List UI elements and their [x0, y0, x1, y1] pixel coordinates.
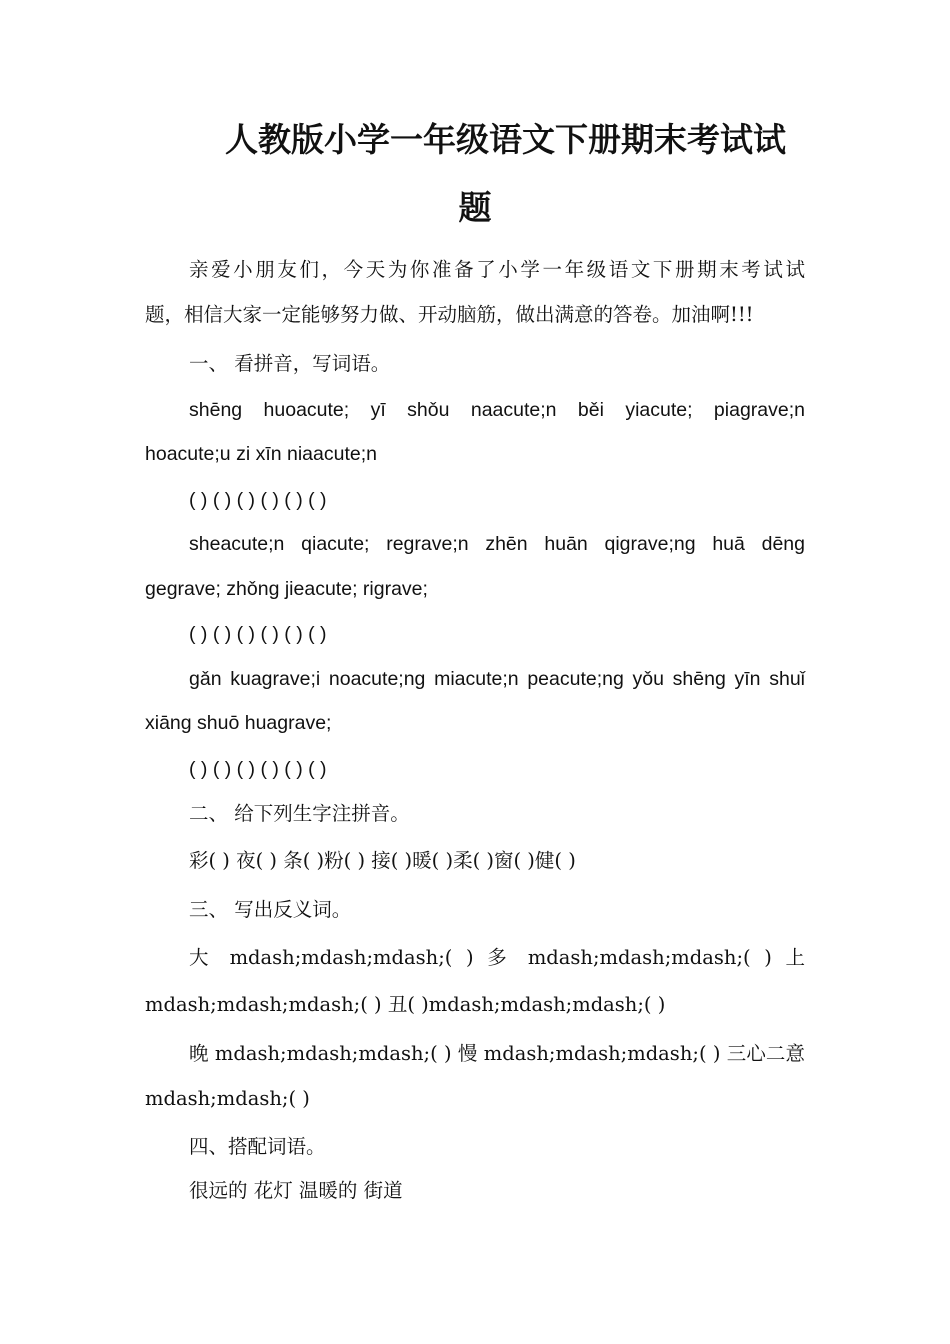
section2-chars: 彩( ) 夜( ) 条( )粉( ) 接( )暖( )柔( )窗( )健( )	[189, 849, 576, 872]
section3-row2-a: 晚 mdash;mdash;mdash;( ) 慢 mdash;mdash;mdash;( ) 三心二意	[189, 1042, 805, 1065]
section1-row3-pinyin-b: xiāng shuō huagrave;	[145, 712, 332, 734]
section2-heading: 二、 给下列生字注拼音。	[189, 802, 410, 825]
section1-row1-blanks: ( ) ( ) ( ) ( ) ( ) ( )	[189, 489, 327, 511]
section1-row3-pinyin-a: gǎn kuagrave;i noacute;ng miacute;n peacute;ng yǒu shēng yīn shuǐ	[189, 668, 805, 690]
page-title-line-1: 人教版小学一年级语文下册期末考试试	[225, 120, 786, 159]
section1-row3-blanks: ( ) ( ) ( ) ( ) ( ) ( )	[189, 758, 327, 780]
intro-line-2: 题，相信大家一定能够努力做、开动脑筋，做出满意的答卷。加油啊!!!	[145, 303, 754, 326]
section1-row1-pinyin-b: hoacute;u zi xīn niaacute;n	[145, 443, 377, 465]
section3-row1-a: 大 mdash;mdash;mdash;( ) 多 mdash;mdash;mdash;( ) 上	[189, 946, 805, 969]
section1-heading: 一、 看拼音，写词语。	[189, 352, 391, 375]
section1-row2-blanks: ( ) ( ) ( ) ( ) ( ) ( )	[189, 623, 327, 645]
section1-row2-pinyin-a: sheacute;n qiacute; regrave;n zhēn huān qigrave;ng huā dēng	[189, 533, 805, 555]
page-title-line-2: 题	[458, 188, 492, 227]
intro-line-1: 亲爱小朋友们，今天为你准备了小学一年级语文下册期末考试试	[189, 258, 805, 281]
section3-row2-b: mdash;mdash;( )	[145, 1087, 310, 1110]
section3-row1-b: mdash;mdash;mdash;( ) 丑( )mdash;mdash;mdash;( )	[145, 993, 666, 1016]
section3-heading: 三、 写出反义词。	[189, 898, 352, 921]
section1-row1-pinyin-a: shēng huoacute; yī shǒu naacute;n běi yiacute; piagrave;n	[189, 399, 805, 421]
section1-row2-pinyin-b: gegrave; zhǒng jieacute; rigrave;	[145, 578, 428, 600]
section4-heading: 四、搭配词语。	[189, 1135, 326, 1158]
section4-row1: 很远的 花灯 温暖的 街道	[189, 1179, 403, 1202]
